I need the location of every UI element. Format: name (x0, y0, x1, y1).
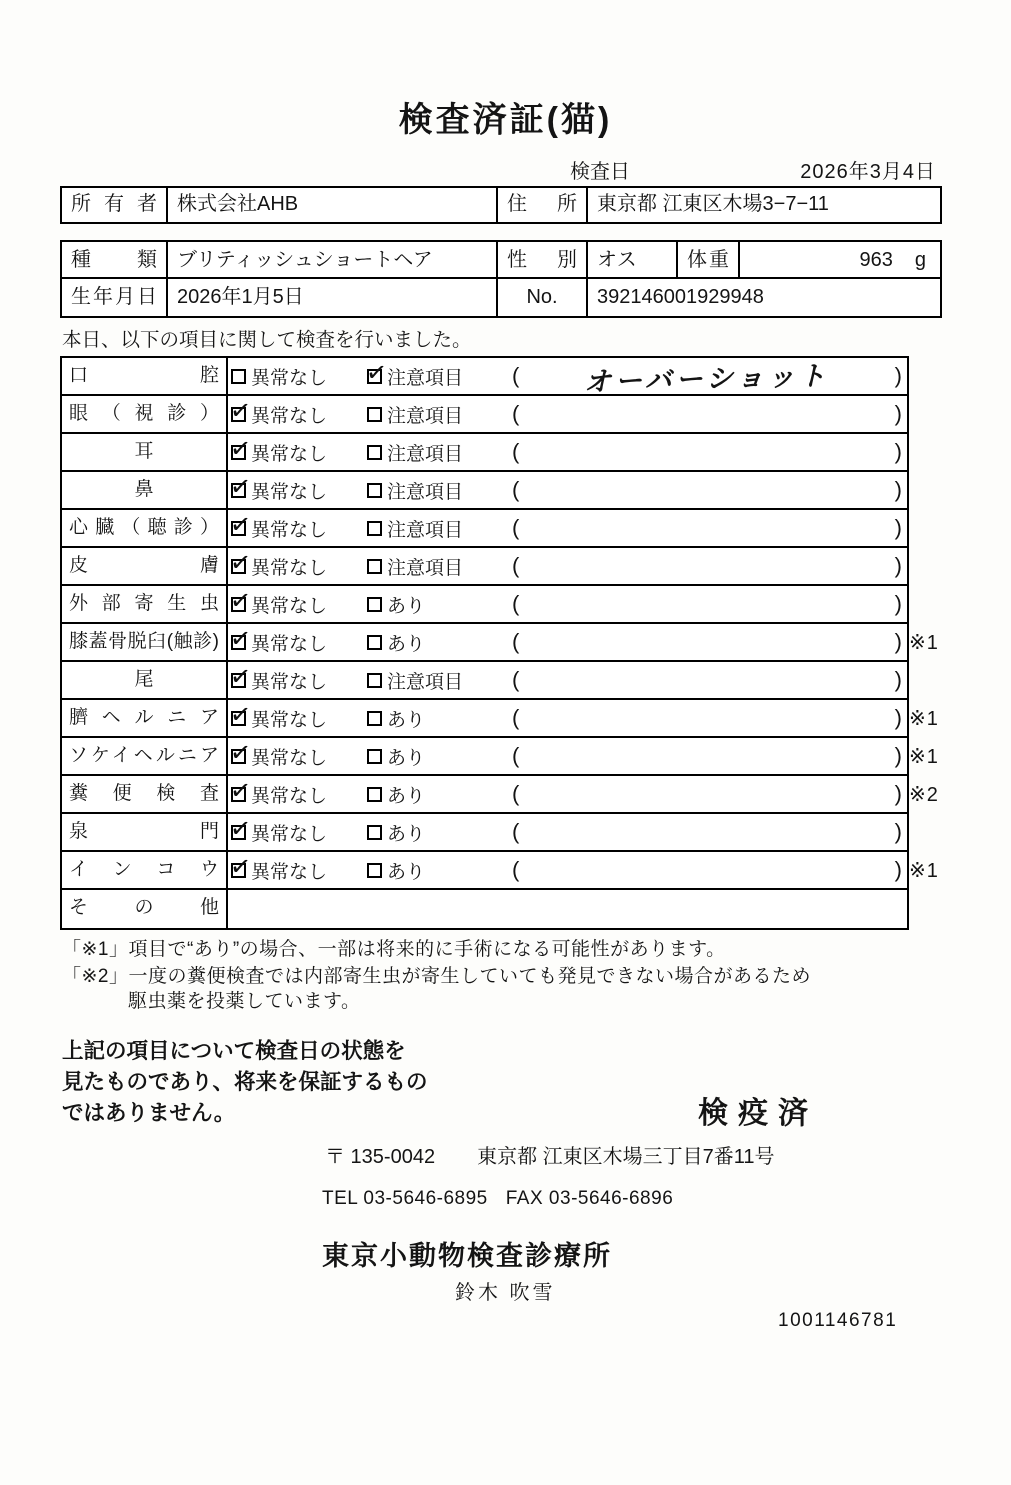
exam-option1 (228, 781, 367, 808)
checkbox-option1 (231, 863, 246, 878)
open-paren-icon: ( (512, 743, 520, 768)
weight-cell (740, 242, 940, 279)
exam-item-label: 臍ヘルニア (62, 700, 228, 736)
exam-row (62, 358, 907, 396)
handwritten-note: オーバーショット (583, 360, 831, 397)
checkbox-option2 (367, 749, 382, 764)
weight-unit: g (914, 248, 926, 271)
option2-label: 注意項目 (387, 519, 464, 541)
exam-option1 (228, 629, 367, 656)
close-paren-icon: ) (894, 819, 902, 844)
exam-option2 (367, 439, 500, 466)
option1-label: 異常なし (251, 481, 328, 503)
option2-label: 注意項目 (387, 557, 464, 579)
close-paren-icon: ) (894, 591, 902, 616)
checkbox-option2 (367, 673, 382, 688)
close-paren-icon: ) (894, 401, 902, 426)
checkbox-option1 (231, 521, 246, 536)
footnote-2: 「※2」一度の糞便検査では内部寄生虫が寄生していても発見できない場合があるため (62, 966, 811, 987)
weight-value: 963 (859, 248, 893, 271)
exam-row-content (228, 358, 907, 397)
note-area (500, 743, 907, 769)
option2-label: 注意項目 (387, 443, 464, 465)
option2-label: あり (387, 785, 426, 807)
option2-label: あり (387, 595, 426, 617)
clinic-tel: TEL 03-5646-6895 (322, 1188, 488, 1209)
exam-item-label: 外部寄生虫 (62, 586, 228, 622)
handwritten-note (519, 599, 894, 609)
checkbox-option2 (367, 597, 382, 612)
clinic-name: 東京小動物検査診療所 (322, 1241, 612, 1271)
handwritten-note (519, 675, 894, 685)
option1-label: 異常なし (251, 709, 328, 731)
inspection-date-row (60, 155, 942, 183)
close-paren-icon: ) (894, 515, 902, 540)
exam-table (60, 356, 939, 930)
exam-row-content (228, 396, 907, 432)
exam-row (62, 510, 907, 548)
sex-label: 性別 (498, 242, 588, 279)
exam-row-content (228, 776, 907, 812)
exam-item-label: 心臓（聴診） (62, 510, 228, 546)
open-paren-icon: ( (512, 439, 520, 464)
checkbox-option2 (367, 711, 382, 726)
open-paren-icon: ( (512, 629, 520, 654)
exam-option1 (228, 591, 367, 618)
exam-option2 (367, 401, 500, 428)
note-area (500, 401, 907, 427)
note-area (500, 705, 907, 731)
footnote-mark: ※1 (909, 632, 939, 654)
option1-label: 異常なし (251, 595, 328, 617)
open-paren-icon: ( (512, 667, 520, 692)
checkbox-option1 (231, 635, 246, 650)
exam-row (62, 548, 907, 586)
checkbox-option1 (231, 407, 246, 422)
open-paren-icon: ( (512, 401, 520, 426)
exam-option1 (228, 515, 367, 542)
exam-option2 (367, 591, 500, 618)
handwritten-note (519, 865, 894, 875)
exam-row-content (228, 738, 907, 774)
option2-label: あり (387, 747, 426, 769)
exam-option1 (228, 553, 367, 580)
exam-row-content (228, 472, 907, 508)
note-area (500, 439, 907, 465)
checkbox-option2 (367, 863, 382, 878)
breed-label: 種類 (62, 242, 168, 279)
option1-label: 異常なし (251, 747, 328, 769)
option2-label: あり (387, 709, 426, 731)
handwritten-note (519, 485, 894, 495)
footnote-2-continued: 駆虫薬を投薬しています。 (128, 991, 361, 1012)
exam-item-label: その他 (62, 890, 228, 928)
checkbox-option2 (367, 825, 382, 840)
checkbox-option1 (231, 749, 246, 764)
handwritten-note (519, 447, 894, 457)
exam-row (62, 662, 907, 700)
exam-option2 (367, 363, 500, 390)
birth-value: 2026年1月5日 (168, 279, 498, 316)
open-paren-icon: ( (512, 363, 520, 388)
exam-item-label: 糞便検査 (62, 776, 228, 812)
note-area (500, 781, 907, 807)
checkbox-option2 (367, 445, 382, 460)
exam-option1 (228, 401, 367, 428)
checkbox-option1 (231, 445, 246, 460)
exam-item-label: 口腔 (62, 358, 228, 394)
exam-row-content (228, 890, 907, 928)
close-paren-icon: ) (894, 553, 902, 578)
exam-option2 (367, 705, 500, 732)
weight-label: 体重 (678, 242, 740, 279)
owner-value: 株式会社AHB (168, 188, 498, 222)
clinic-postal-code: 〒 135-0042 (325, 1146, 436, 1168)
note-area (500, 591, 907, 617)
exam-row-content (228, 852, 907, 888)
checkbox-option2 (367, 521, 382, 536)
note-area (500, 357, 907, 396)
note-area (500, 477, 907, 503)
footnote-mark: ※2 (909, 784, 939, 806)
exam-row-content (228, 624, 907, 660)
exam-row-content (228, 700, 907, 736)
checkbox-option1 (231, 711, 246, 726)
exam-row-content (228, 510, 907, 546)
close-paren-icon: ) (894, 477, 902, 502)
exam-row (62, 396, 907, 434)
checkbox-option2 (367, 407, 382, 422)
exam-row (62, 776, 939, 814)
handwritten-note (519, 827, 894, 837)
no-label: No. (498, 279, 588, 316)
exam-row-content (228, 434, 907, 470)
option1-label: 異常なし (251, 519, 328, 541)
exam-row (62, 852, 939, 890)
exam-row (62, 472, 907, 510)
exam-row-content (228, 548, 907, 584)
clinic-address: 東京都 江東区木場三丁目7番11号 (477, 1146, 775, 1168)
close-paren-icon: ) (894, 781, 902, 806)
note-area (500, 515, 907, 541)
clinic-address-row (325, 1140, 775, 1169)
open-paren-icon: ( (512, 515, 520, 540)
exam-item-label: 耳 (62, 434, 228, 470)
address-label: 住所 (498, 188, 588, 222)
exam-item-label: 眼（視診） (62, 396, 228, 432)
open-paren-icon: ( (512, 781, 520, 806)
exam-option2 (367, 857, 500, 884)
note-area (500, 819, 907, 845)
note-area (500, 667, 907, 693)
option1-label: 異常なし (251, 405, 328, 427)
close-paren-icon: ) (894, 439, 902, 464)
note-area (500, 629, 907, 655)
open-paren-icon: ( (512, 705, 520, 730)
inspection-date-label: 検査日 (570, 161, 630, 183)
close-paren-icon: ) (894, 743, 902, 768)
option1-label: 異常なし (251, 861, 328, 883)
serial-number: 1001146781 (778, 1310, 898, 1331)
exam-option1 (228, 743, 367, 770)
option2-label: 注意項目 (387, 481, 464, 503)
exam-option1 (228, 819, 367, 846)
open-paren-icon: ( (512, 819, 520, 844)
disclaimer-line-2: 見たものであり、将来を保証するもの (62, 1070, 428, 1094)
option2-label: 注意項目 (387, 367, 464, 389)
checkbox-option2 (367, 369, 382, 384)
checkbox-option2 (367, 483, 382, 498)
option2-label: 注意項目 (387, 405, 464, 427)
option1-label: 異常なし (251, 671, 328, 693)
birth-label: 生年月日 (62, 279, 168, 316)
exam-option2 (367, 553, 500, 580)
exam-option2 (367, 515, 500, 542)
sex-value: オス (588, 242, 678, 279)
close-paren-icon: ) (894, 705, 902, 730)
exam-item-label: 膝蓋骨脱臼(触診) (62, 624, 228, 660)
exam-option2 (367, 629, 500, 656)
quarantine-stamp: 検疫済 (698, 1097, 818, 1130)
exam-option2 (367, 819, 500, 846)
footnote-1: 「※1」項目で“あり”の場合、一部は将来的に手術になる可能性があります。 (62, 939, 726, 960)
checkbox-option2 (367, 559, 382, 574)
checkbox-option1 (231, 825, 246, 840)
checkbox-option1 (231, 559, 246, 574)
close-paren-icon: ) (894, 857, 902, 882)
clinic-contact-row (322, 1188, 673, 1210)
handwritten-note (519, 713, 894, 723)
exam-option2 (367, 781, 500, 808)
exam-item-label: 皮膚 (62, 548, 228, 584)
exam-row (62, 624, 939, 662)
option1-label: 異常なし (251, 443, 328, 465)
open-paren-icon: ( (512, 477, 520, 502)
option2-label: あり (387, 823, 426, 845)
checkbox-option2 (367, 787, 382, 802)
exam-row (62, 814, 907, 852)
footnote-mark: ※1 (909, 746, 939, 768)
open-paren-icon: ( (512, 591, 520, 616)
exam-row-content (228, 814, 907, 850)
exam-row (62, 890, 907, 928)
exam-row (62, 586, 907, 624)
exam-item-label: インコウ (62, 852, 228, 888)
handwritten-note (519, 751, 894, 761)
exam-option2 (367, 667, 500, 694)
exam-option2 (367, 477, 500, 504)
footnote-mark: ※1 (909, 860, 939, 882)
option2-label: 注意項目 (387, 671, 464, 693)
checkbox-option1 (231, 369, 246, 384)
veterinarian-name: 鈴木 吹雪 (455, 1282, 556, 1304)
option1-label: 異常なし (251, 367, 328, 389)
breed-value: ブリティッシュショートヘア (168, 242, 498, 279)
option1-label: 異常なし (251, 557, 328, 579)
checkbox-option1 (231, 483, 246, 498)
exam-row-content (228, 586, 907, 622)
handwritten-note (519, 523, 894, 533)
close-paren-icon: ) (894, 629, 902, 654)
open-paren-icon: ( (512, 857, 520, 882)
checkbox-option1 (231, 673, 246, 688)
exam-option1 (228, 705, 367, 732)
inspection-date-value: 2026年3月4日 (800, 161, 936, 183)
disclaimer-line-1: 上記の項目について検査日の状態を (62, 1039, 406, 1063)
exam-item-label: 泉門 (62, 814, 228, 850)
option2-label: あり (387, 633, 426, 655)
exam-row-content (228, 662, 907, 698)
no-value: 392146001929948 (597, 286, 764, 308)
pet-info-table (60, 240, 942, 318)
exam-option1 (228, 439, 367, 466)
checkbox-option1 (231, 597, 246, 612)
exam-row (62, 700, 939, 738)
close-paren-icon: ) (894, 667, 902, 692)
handwritten-note (519, 789, 894, 799)
option1-label: 異常なし (251, 785, 328, 807)
option2-label: あり (387, 861, 426, 883)
exam-option1 (228, 363, 367, 390)
open-paren-icon: ( (512, 553, 520, 578)
intro-text: 本日、以下の項目に関して検査を行いました。 (62, 329, 472, 351)
checkbox-option2 (367, 635, 382, 650)
exam-row (62, 434, 907, 472)
note-area (500, 857, 907, 883)
exam-option2 (367, 743, 500, 770)
owner-label: 所有者 (62, 188, 168, 222)
note-area (500, 553, 907, 579)
checkbox-option1 (231, 787, 246, 802)
exam-option1 (228, 857, 367, 884)
exam-item-label: ソケイヘルニア (62, 738, 228, 774)
handwritten-note (519, 409, 894, 419)
address-value: 東京都 江東区木場3−7−11 (597, 193, 829, 215)
exam-option1 (228, 477, 367, 504)
exam-row (62, 738, 939, 776)
disclaimer-text (62, 1036, 428, 1129)
exam-item-label: 尾 (62, 662, 228, 698)
close-paren-icon: ) (894, 363, 902, 388)
option1-label: 異常なし (251, 633, 328, 655)
disclaimer-line-3: ではありません。 (62, 1101, 236, 1125)
handwritten-note (519, 637, 894, 647)
footnote-mark: ※1 (909, 708, 939, 730)
owner-table (60, 186, 942, 224)
option1-label: 異常なし (251, 823, 328, 845)
clinic-fax: FAX 03-5646-6896 (505, 1188, 674, 1209)
exam-option1 (228, 667, 367, 694)
handwritten-note (519, 561, 894, 571)
document-title: 検査済証(猫) (398, 101, 613, 139)
exam-item-label: 鼻 (62, 472, 228, 508)
